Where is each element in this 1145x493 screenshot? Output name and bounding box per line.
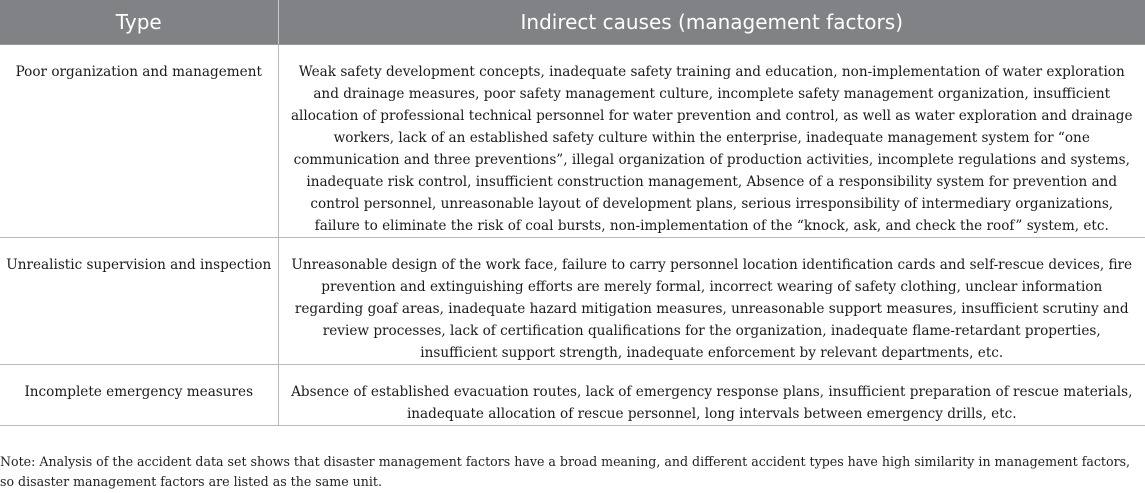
- type-cell: Unrealistic supervision and inspection: [0, 238, 278, 365]
- causes-cell: Absence of established evacuation routes, lack of emergency response plans, insufficient preparation of rescue materials, inadequate allocation of rescue personnel, long intervals between emergency drills, etc.: [278, 365, 1145, 426]
- table-header: [0, 0, 1145, 45]
- table-body: [0, 45, 1145, 426]
- type-cell: Incomplete emergency measures: [0, 365, 278, 426]
- header-type: Type: [0, 0, 278, 45]
- table-row: [0, 238, 1145, 365]
- causes-cell: Weak safety development concepts, inadequate safety training and education, non-implementation of water exploration and drainage measures, poor safety management culture, incomplete safety management organization, insufficient allocation of professional technical personnel for water prevention and control, as well as water exploration and drainage workers, lack of an established safety culture within the enterprise, inadequate management system for “one communication and three preventions”, illegal organization of production activities, incomplete regulations and systems, inadequate risk control, insufficient construction management, Absence of a responsibility system for prevention and control personnel, unreasonable layout of development plans, serious irresponsibility of intermediary organizations, failure to eliminate the risk of coal bursts, non-implementation of the “knock, ask, and check the roof” system, etc.: [278, 45, 1145, 238]
- table-row: [0, 45, 1145, 238]
- header-row: [0, 0, 1145, 45]
- header-causes: Indirect causes (management factors): [278, 0, 1145, 45]
- causes-cell: Unreasonable design of the work face, failure to carry personnel location identification cards and self-rescue devices, fire prevention and extinguishing efforts are merely formal, incorrect wearing of safety clothing, unclear information regarding goaf areas, inadequate hazard mitigation measures, unreasonable support measures, insufficient scrutiny and review processes, lack of certification qualifications for the organization, inadequate flame-retardant properties, insufficient support strength, inadequate enforcement by relevant departments, etc.: [278, 238, 1145, 365]
- type-cell: Poor organization and management: [0, 45, 278, 238]
- table-row: [0, 365, 1145, 426]
- table-note: Note: Analysis of the accident data set shows that disaster management factors have a broad meaning, and different accident types have high similarity in management factors, so disaster management factors are listed as the same unit.: [0, 454, 1131, 489]
